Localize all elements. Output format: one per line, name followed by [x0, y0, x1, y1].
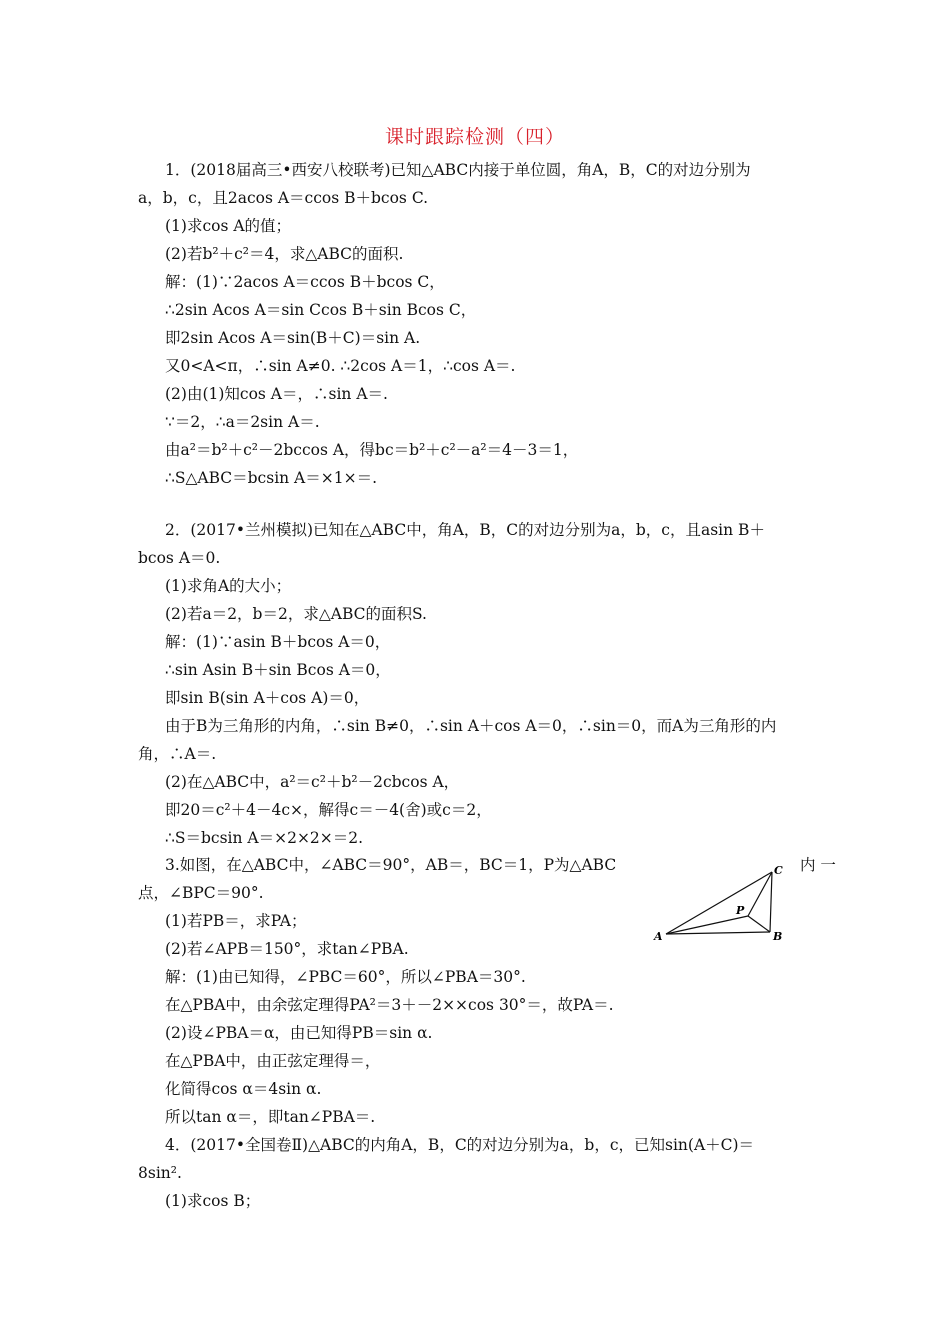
label-b: B [773, 930, 783, 943]
text-line: 8sin². [138, 1164, 182, 1182]
text-line: 由a²＝b²＋c²－2bccos A，得bc＝b²＋c²－a²＝4－3＝1， [165, 441, 579, 459]
text-line: ∴sin Asin B＋sin Bcos A＝0， [165, 661, 391, 679]
text-line: ∴2sin Acos A＝sin Ccos B＋sin Bcos C， [165, 301, 477, 319]
text-line: 角，∴A＝. [138, 745, 217, 763]
text-line: 1．(2018届高三•西安八校联考)已知△ABC内接于单位圆，角A，B，C的对边分别为 [165, 161, 751, 179]
label-c: C [774, 864, 783, 877]
text-line: (2)在△ABC中，a²＝c²＋b²－2cbcos A， [165, 773, 460, 791]
triangle-figure [652, 864, 792, 944]
label-a: A [654, 930, 663, 943]
text-line: (2)若a＝2，b＝2，求△ABC的面积S. [165, 605, 427, 623]
text-line-continuation: 内 一 [800, 856, 836, 874]
segment-pb [748, 916, 770, 932]
text-line: (2)若b²＋c²＝4，求△ABC的面积. [165, 245, 404, 263]
text-line: 即20＝c²＋4－4c×，解得c＝－4(舍)或c＝2， [165, 801, 492, 819]
text-line: (1)若PB＝，求PA； [165, 912, 307, 930]
segment-ac [666, 872, 772, 934]
text-line: 由于B为三角形的内角，∴sin B≠0，∴sin A＋cos A＝0，∴sin＝0，而A为三角形的内 [165, 717, 777, 735]
text-line: a，b，c，且2acos A＝ccos B＋bcos C. [138, 189, 429, 207]
text-line: (2)由(1)知cos A＝，∴sin A＝. [165, 385, 388, 403]
text-line: 2．(2017•兰州模拟)已知在△ABC中，角A，B，C的对边分别为a，b，c，且asin B＋ [165, 521, 765, 539]
text-line: 3.如图，在△ABC中，∠ABC＝90°，AB＝，BC＝1，P为△ABC [165, 856, 617, 874]
segment-bc [770, 872, 772, 932]
text-line: 解：(1)∵asin B＋bcos A＝0， [165, 633, 391, 651]
text-line: (2)若∠APB＝150°，求tan∠PBA. [165, 940, 409, 958]
label-p: P [736, 904, 745, 917]
text-line: ∵＝2，∴a＝2sin A＝. [165, 413, 320, 431]
text-line: (1)求角A的大小； [165, 577, 292, 595]
text-line: ∴S△ABC＝bcsin A＝×1×＝. [165, 469, 378, 487]
text-line: 在△PBA中，由余弦定理得PA²＝3＋－2××cos 30°＝，故PA＝. [165, 996, 614, 1014]
segment-ab [666, 932, 770, 934]
text-line: 在△PBA中，由正弦定理得＝， [165, 1052, 381, 1070]
text-line: 点，∠BPC＝90°. [138, 884, 264, 902]
text-line: 化简得cos α＝4sin α. [165, 1080, 322, 1098]
text-line: 解：(1)由已知得，∠PBC＝60°，所以∠PBA＝30°. [165, 968, 526, 986]
triangle-lines [666, 872, 772, 934]
text-line: 解：(1)∵2acos A＝ccos B＋bcos C， [165, 273, 445, 291]
text-line: ∴S＝bcsin A＝×2×2×＝2. [165, 829, 364, 847]
text-line: 所以tan α＝，即tan∠PBA＝. [165, 1108, 376, 1126]
segment-ap [666, 916, 748, 934]
text-line: (1)求cos B； [165, 1192, 261, 1210]
text-line: 又0<A<π，∴sin A≠0. ∴2cos A＝1，∴cos A＝. [165, 357, 516, 375]
text-line: 即sin B(sin A＋cos A)＝0， [165, 689, 370, 707]
text-line: bcos A＝0. [138, 549, 221, 567]
text-line: (1)求cos A的值； [165, 217, 292, 235]
page-title: 课时跟踪检测（四） [384, 126, 565, 148]
text-line: 即2sin Acos A＝sin(B＋C)＝sin A. [165, 329, 421, 347]
text-line: (2)设∠PBA＝α，由已知得PB＝sin α. [165, 1024, 433, 1042]
text-line: 4．(2017•全国卷Ⅱ)△ABC的内角A，B，C的对边分别为a，b，c，已知sin(A＋C)＝ [165, 1136, 755, 1154]
